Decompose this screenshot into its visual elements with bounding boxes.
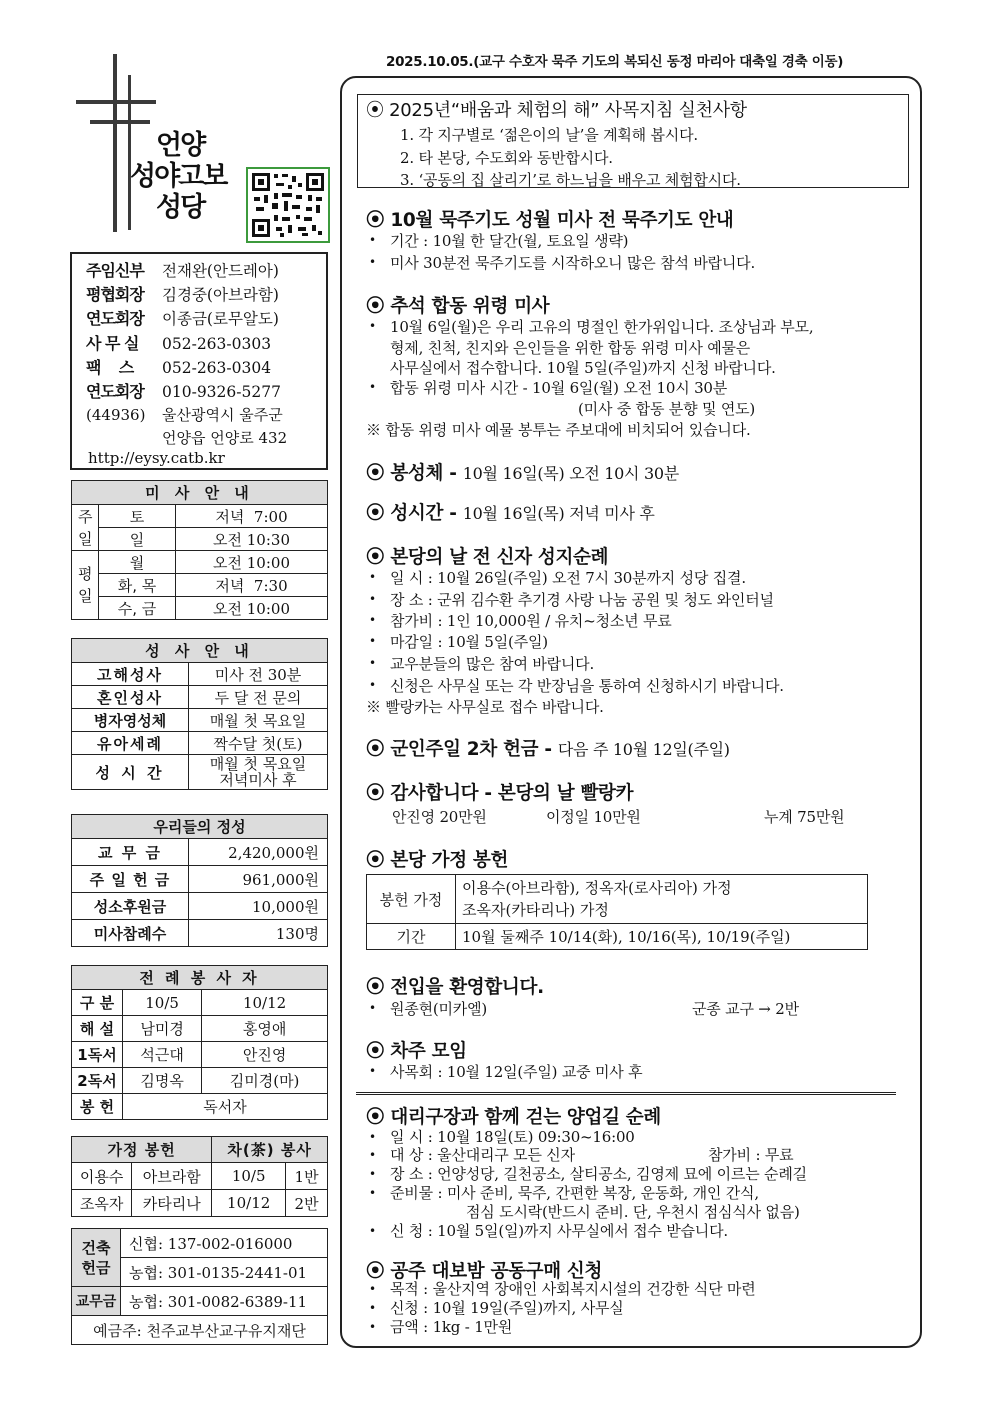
bullet-icon: • xyxy=(369,1224,377,1238)
meeting-section-title: ⦿ 차주 모임 xyxy=(366,1041,467,1062)
walk-line: 준비물 : 미사 준비, 묵주, 간편한 복장, 운동화, 개인 간식, xyxy=(390,1184,759,1202)
building-account-1: 신협: 137-002-016000 xyxy=(121,1229,328,1258)
section-marker-icon: ⦿ xyxy=(366,463,385,484)
mass-table-title: 미 사 안 내 xyxy=(72,481,328,505)
bullet-icon: • xyxy=(369,233,377,247)
pilgrimage-line: 참가비 : 1인 10,000원 / 유치~청소년 무료 xyxy=(390,612,672,630)
chestnut-line: 목적 : 울산지역 장애인 사회복지시설의 건강한 식단 마련 xyxy=(390,1280,756,1298)
sacrament-name: 유아세례 xyxy=(72,732,189,755)
chuseok-line: 10월 6일(월)은 우리 고유의 명절인 한가위입니다. 조상님과 부모, xyxy=(390,318,814,336)
section-marker-icon: ⦿ xyxy=(366,783,385,804)
mass-schedule-table xyxy=(71,480,328,620)
info-zip: (44936) 울산광역시 울주군 xyxy=(86,406,283,424)
liturgy-offertory: 독서자 xyxy=(123,1094,328,1120)
tea-service-title: 차(茶) 봉사 xyxy=(212,1137,328,1163)
bullet-icon: • xyxy=(369,634,377,648)
chuseok-line: (미사 중 합동 분향 및 연도) xyxy=(578,400,756,418)
welcome-district: 군종 교구 → 2반 xyxy=(692,1000,799,1018)
holy-hour-title: ⦿ 성시간 - 10월 16일(목) 저녁 미사 후 xyxy=(366,503,655,524)
walk-fee: 참가비 : 무료 xyxy=(708,1146,794,1164)
chestnut-line: 금액 : 1kg - 1만원 xyxy=(390,1318,513,1336)
pilgrimage-section-title: ⦿ 본당의 날 전 신자 성지순례 xyxy=(366,547,609,568)
building-fund-label: 건축헌금 xyxy=(72,1229,121,1287)
family-tea-table xyxy=(71,1136,328,1217)
liturgy-date: 10/5 xyxy=(123,990,202,1016)
section-marker-icon: ⦿ xyxy=(366,296,385,317)
account-holder: 예금주: 천주교부산교구유지재단 xyxy=(72,1316,328,1345)
section-marker-icon: ⦿ xyxy=(366,739,385,760)
offering-name: 성소후원금 xyxy=(72,893,189,920)
sacrament-value: 매월 첫 목요일 xyxy=(189,709,328,732)
sacrament-name: 혼인성사 xyxy=(72,686,189,709)
bullet-icon: • xyxy=(369,1186,377,1200)
offering-value: 130명 xyxy=(189,920,328,947)
chestnut-line: 신청 : 10월 19일(주일)까지, 사무실 xyxy=(390,1299,624,1317)
info-pastor: 주임신부 전재완(안드레아) xyxy=(86,261,279,280)
tithe-account: 농협: 301-0082-6389-11 xyxy=(121,1287,328,1316)
sacrament-name: 고해성사 xyxy=(72,663,189,686)
info-council-president: 평협회장 김경중(아브라함) xyxy=(86,285,279,304)
cross-bar-top xyxy=(76,100,156,104)
offerings-title: 우리들의 정성 xyxy=(72,815,328,839)
period-value: 10월 둘째주 10/14(화), 10/16(목), 10/19(주일) xyxy=(456,924,868,950)
bullet-icon: • xyxy=(369,678,377,692)
sacrament-value: 두 달 전 문의 xyxy=(189,686,328,709)
liturgy-date: 10/12 xyxy=(202,990,328,1016)
logo-text-line3: 성당 xyxy=(156,192,205,223)
bullet-icon: • xyxy=(369,1320,377,1334)
bullet-icon: • xyxy=(369,319,377,333)
chuseok-note: ※ 합동 위령 미사 예물 봉투는 주보대에 비치되어 있습니다. xyxy=(366,421,751,439)
qr-code-icon[interactable] xyxy=(246,167,330,243)
chuseok-line: 합동 위령 미사 시간 - 10월 6일(월) 오전 10시 30분 xyxy=(390,379,728,397)
welcome-name: 원종현(미카엘) xyxy=(390,1000,488,1018)
liturgy-role: 1독서 xyxy=(72,1042,123,1068)
building-account-2: 농협: 301-0135-2441-01 xyxy=(121,1258,328,1287)
thanks-section-title: ⦿ 감사합니다 - 본당의 날 빨랑카 xyxy=(366,783,634,804)
liturgy-server: 김미경(마) xyxy=(202,1068,328,1094)
logo-text-line1: 언양 xyxy=(156,130,205,161)
tea-group: 2반 xyxy=(286,1190,328,1217)
family-offering-section-title: ⦿ 본당 가정 봉헌 xyxy=(366,850,509,871)
tithe-label: 교무금 xyxy=(72,1287,121,1316)
section-marker-icon: ⦿ xyxy=(366,210,385,231)
chuseok-line: 형제, 친척, 친지와 은인들을 위한 합동 위령 미사 예물은 xyxy=(390,339,751,357)
section-marker-icon: ⦿ xyxy=(366,547,385,568)
accounts-table xyxy=(71,1228,328,1345)
section-marker-icon: ⦿ xyxy=(366,1041,385,1062)
goal-item: 3. ‘공동의 집 살리기’로 하느님을 배우고 체험합시다. xyxy=(400,171,741,189)
liturgy-servers-table xyxy=(71,965,328,1120)
pilgrimage-line: 일 시 : 10월 26일(주일) 오전 7시 30분까지 성당 집결. xyxy=(390,569,746,587)
liturgy-server: 홍영애 xyxy=(202,1016,328,1042)
welcome-section-title: ⦿ 전입을 환영합니다. xyxy=(366,977,544,998)
section-marker-icon: ⦿ xyxy=(366,977,385,998)
mass-day: 화, 목 xyxy=(99,574,176,597)
bullet-icon: • xyxy=(369,613,377,627)
family-names: 이용수(아브라함), 정옥자(로사리아) 가정 조옥자(카타리나) 가정 xyxy=(456,875,868,924)
liturgy-server: 석근대 xyxy=(123,1042,202,1068)
family-offering-table xyxy=(366,874,868,950)
cross-bar-bottom xyxy=(90,120,150,124)
liturgy-role: 봉 헌 xyxy=(72,1094,123,1120)
sacrament-value: 미사 전 30분 xyxy=(189,663,328,686)
info-address-line2: 언양읍 언양로 432 xyxy=(162,429,288,447)
family-offering-title: 가정 봉헌 xyxy=(72,1137,212,1163)
tea-group: 1반 xyxy=(286,1163,328,1190)
sacrament-name: 병자영성체 xyxy=(72,709,189,732)
weekday-label: 평일 xyxy=(72,551,99,620)
period-label: 기간 xyxy=(367,924,456,950)
mass-day: 월 xyxy=(99,551,176,574)
mass-time: 오전 10:30 xyxy=(176,528,328,551)
info-yeondo-phone: 연도회장 010-9326-5277 xyxy=(86,382,281,401)
thanks-donor: 안진영 20만원 xyxy=(392,808,487,826)
walk-line: 점심 도시락(반드시 준비. 단, 우천시 점심식사 없음) xyxy=(466,1203,800,1221)
pilgrimage-line: 마감일 : 10월 5일(주일) xyxy=(390,633,548,651)
mass-day: 일 xyxy=(99,528,176,551)
parish-website-link[interactable]: http://eysy.catb.kr xyxy=(88,449,225,467)
sacrament-name: 성 시 간 xyxy=(72,755,189,790)
mass-time: 저녁 7:00 xyxy=(176,505,328,528)
info-office-phone: 사 무 실 052-263-0303 xyxy=(86,334,272,353)
mass-time: 오전 10:00 xyxy=(176,597,328,620)
chuseok-section-title: ⦿ 추석 합동 위령 미사 xyxy=(366,296,550,317)
liturgy-role: 해 설 xyxy=(72,1016,123,1042)
tea-date: 10/5 xyxy=(212,1163,286,1190)
pilgrimage-line: 신청은 사무실 또는 각 반장님을 통하여 신청하시기 바랍니다. xyxy=(390,677,784,695)
walk-line: 신 청 : 10월 5일(일)까지 사무실에서 접수 받습니다. xyxy=(390,1222,728,1240)
info-fax: 팩 스 052-263-0304 xyxy=(86,358,272,377)
sacraments-title: 성 사 안 내 xyxy=(72,639,328,663)
family-label: 봉헌 가정 xyxy=(367,875,456,924)
thanks-donor: 이정일 10만원 xyxy=(546,808,641,826)
sacrament-value: 짝수달 첫(토) xyxy=(189,732,328,755)
offering-name: 교 무 금 xyxy=(72,839,189,866)
offering-value: 2,420,000원 xyxy=(189,839,328,866)
liturgy-server: 김명옥 xyxy=(123,1068,202,1094)
offering-name: 주 일 헌 금 xyxy=(72,866,189,893)
meeting-line: 사목회 : 10월 12일(주일) 교중 미사 후 xyxy=(390,1063,643,1081)
section-marker-icon: ⦿ xyxy=(366,100,384,121)
walk-line: 대 상 : 울산대리구 모든 신자 xyxy=(390,1146,575,1164)
bullet-icon: • xyxy=(369,380,377,394)
offering-value: 961,000원 xyxy=(189,866,328,893)
parish-info-box xyxy=(70,252,328,470)
liturgy-title: 전 례 봉 사 자 xyxy=(72,966,328,990)
liturgy-server: 남미경 xyxy=(123,1016,202,1042)
sacraments-table xyxy=(71,638,328,790)
mass-day: 수, 금 xyxy=(99,597,176,620)
bullet-icon: • xyxy=(369,1167,377,1181)
section-marker-icon: ⦿ xyxy=(366,503,385,524)
mass-time: 저녁 7:30 xyxy=(176,574,328,597)
section-marker-icon: ⦿ xyxy=(366,1261,385,1282)
bullet-icon: • xyxy=(369,592,377,606)
logo-text-line2: 성야고보 xyxy=(130,161,227,192)
info-yeondo-president: 연도회장 이종금(로무알도) xyxy=(86,309,279,328)
walk-line: 일 시 : 10월 18일(토) 09:30~16:00 xyxy=(390,1128,635,1146)
sunday-label: 주일 xyxy=(72,505,99,551)
rosary-line: 기간 : 10월 한 달간(월, 토요일 생략) xyxy=(390,232,629,250)
chuseok-line: 사무실에서 접수합니다. 10월 5일(주일)까지 신청 바랍니다. xyxy=(390,359,776,377)
tea-date: 10/12 xyxy=(212,1190,286,1217)
offering-name: 미사참례수 xyxy=(72,920,189,947)
bullet-icon: • xyxy=(369,1282,377,1296)
pilgrimage-note: ※ 빨랑카는 사무실로 접수 바랍니다. xyxy=(366,698,604,716)
pilgrimage-line: 장 소 : 군위 김수환 추기경 사랑 나눔 공원 및 청도 와인터널 xyxy=(390,591,774,609)
bullet-icon: • xyxy=(369,1001,377,1015)
mass-time: 오전 10:00 xyxy=(176,551,328,574)
family-name: 이용수 xyxy=(72,1163,132,1190)
bullet-icon: • xyxy=(369,255,377,269)
military-sunday-title: ⦿ 군인주일 2차 헌금 - 다음 주 10월 12일(주일) xyxy=(366,739,730,760)
bullet-icon: • xyxy=(369,656,377,670)
bullet-icon: • xyxy=(369,570,377,584)
section-divider xyxy=(356,1092,896,1095)
cross-icon-inner xyxy=(128,75,131,230)
header-date: 2025.10.05.(교구 수호자 묵주 기도의 복되신 동정 마리아 대축일 경축 이동) xyxy=(386,54,844,70)
sacrament-value: 매월 첫 목요일 저녁미사 후 xyxy=(189,755,328,790)
chestnut-section-title: ⦿ 공주 대보밤 공동구매 신청 xyxy=(366,1261,603,1282)
section-marker-icon: ⦿ xyxy=(366,1107,385,1128)
bullet-icon: • xyxy=(369,1130,377,1144)
cross-icon xyxy=(113,54,117,232)
walk-line: 장 소 : 언양성당, 길천공소, 살티공소, 김영제 묘에 이르는 순례길 xyxy=(390,1165,807,1183)
goal-item: 1. 각 지구별로 ‘젊은이의 날’을 계획해 봅시다. xyxy=(400,126,698,144)
thanks-total: 누계 75만원 xyxy=(764,808,845,826)
bullet-icon: • xyxy=(369,1064,377,1078)
family-name: 조옥자 xyxy=(72,1190,132,1217)
offering-value: 10,000원 xyxy=(189,893,328,920)
liturgy-server: 안진영 xyxy=(202,1042,328,1068)
liturgy-role: 2독서 xyxy=(72,1068,123,1094)
family-baptismal: 아브라함 xyxy=(132,1163,212,1190)
pilgrimage-line: 교우분들의 많은 참여 바랍니다. xyxy=(390,655,595,673)
communion-sick-title: ⦿ 봉성체 - 10월 16일(목) 오전 10시 30분 xyxy=(366,463,679,484)
liturgy-role: 구 분 xyxy=(72,990,123,1016)
mass-day: 토 xyxy=(99,505,176,528)
offerings-table xyxy=(71,814,328,947)
pilgrimage-walk-title: ⦿ 대리구장과 함께 걷는 양업길 순례 xyxy=(366,1107,661,1128)
rosary-section-title: ⦿ 10월 묵주기도 성월 미사 전 묵주기도 안내 xyxy=(366,210,734,231)
pastoral-goal-title: ⦿ 2025년“배움과 체험의 해” 사목지침 실천사항 xyxy=(366,100,747,121)
goal-item: 2. 타 본당, 수도회와 동반합시다. xyxy=(400,149,613,167)
bullet-icon: • xyxy=(369,1301,377,1315)
bullet-icon: • xyxy=(369,1148,377,1162)
family-baptismal: 카타리나 xyxy=(132,1190,212,1217)
rosary-line: 미사 30분전 묵주기도를 시작하오니 많은 참석 바랍니다. xyxy=(390,254,756,272)
section-marker-icon: ⦿ xyxy=(366,850,385,871)
